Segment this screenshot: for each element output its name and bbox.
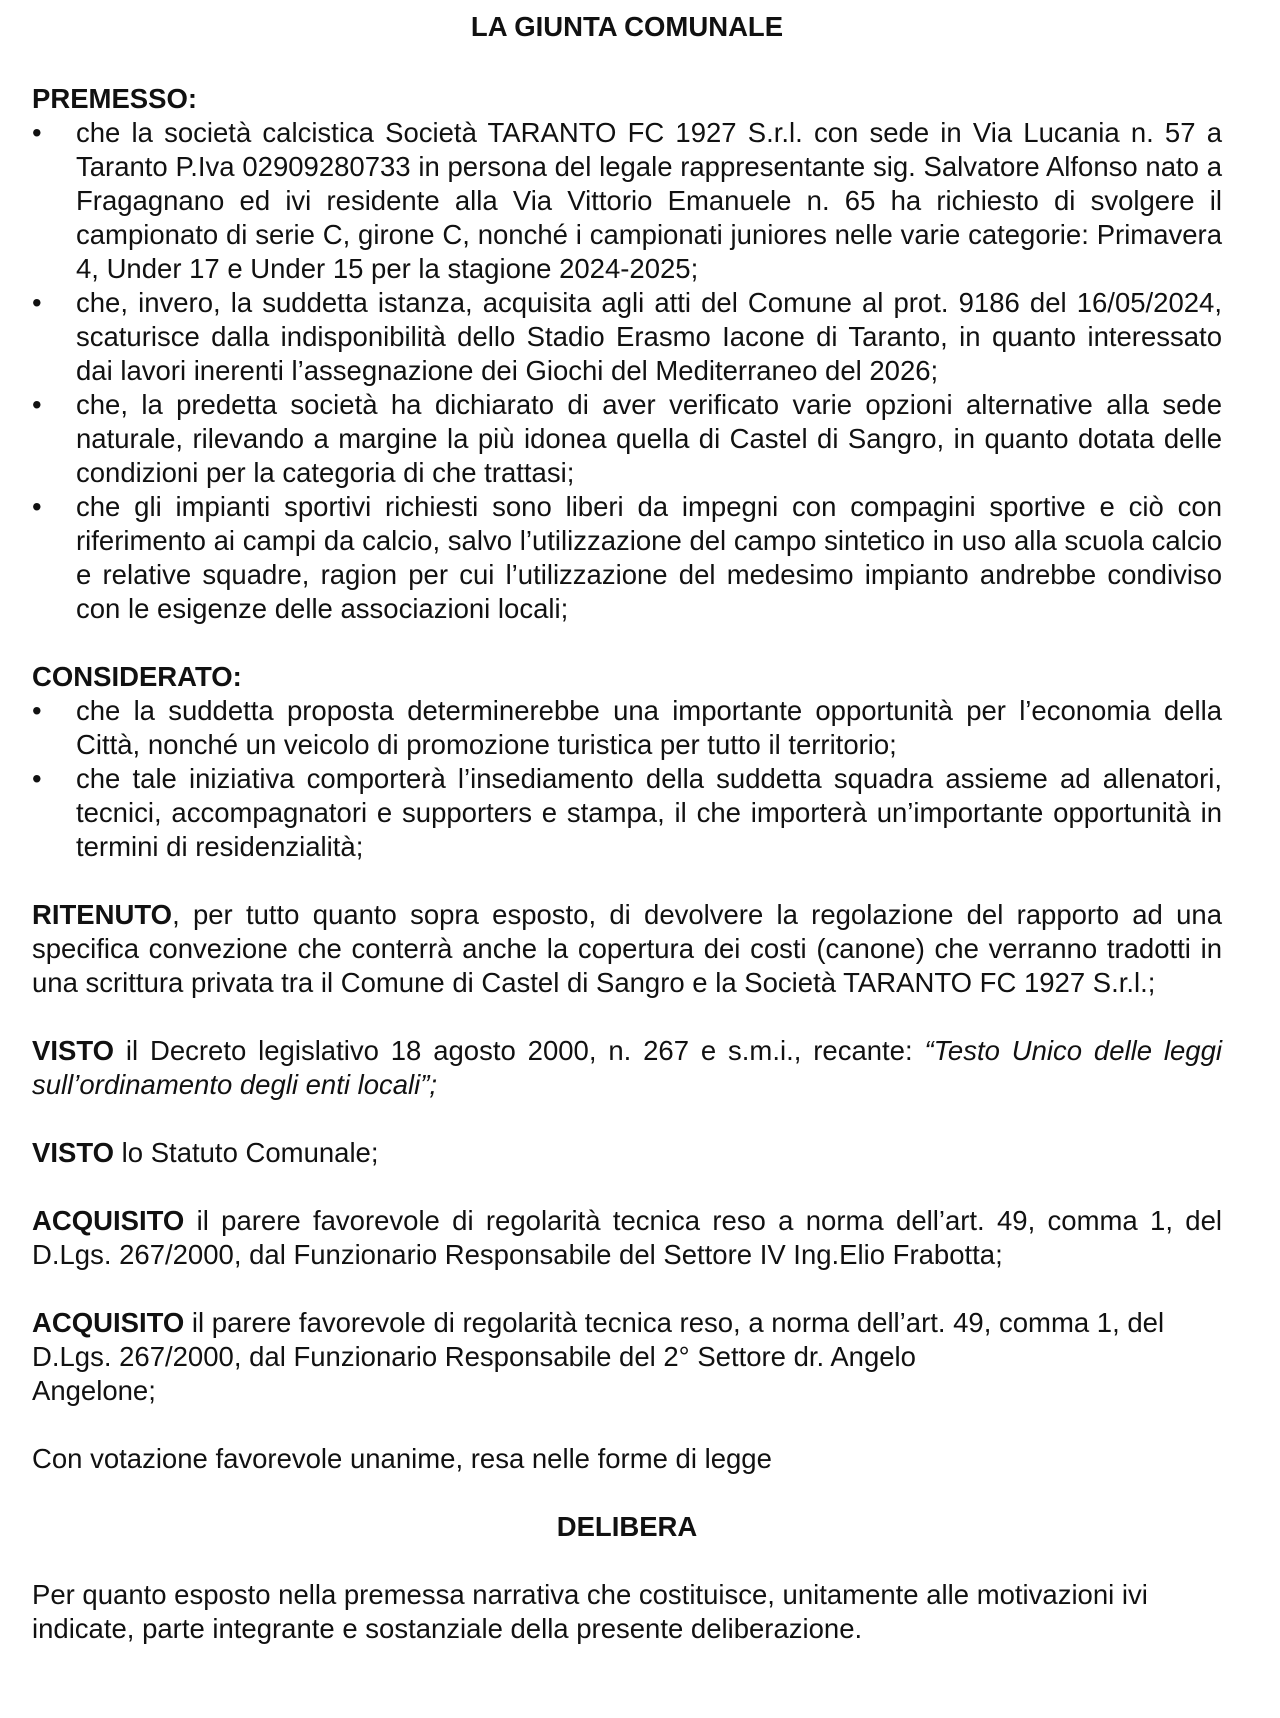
visto-statuto-text: lo Statuto Comunale; [114, 1137, 379, 1168]
votazione-text: Con votazione favorevole unanime, resa nelle forme di legge [32, 1443, 772, 1474]
premesso-item: • che, la predetta società ha dichiarato di aver verificato varie opzioni alternative alla sede naturale, rilevando a margine la più idonea quella di Castel di Sangro, in quanto dotata delle condizioni per la categoria di che trattasi; [32, 388, 1222, 490]
considerato-list [32, 694, 1222, 864]
visto-decreto-paragraph [32, 1034, 1222, 1102]
visto-decreto-text: il Decreto legislativo 18 agosto 2000, n. 267 e s.m.i., recante: [114, 1035, 925, 1066]
acquisito-keyword: ACQUISITO [32, 1205, 185, 1236]
ritenuto-paragraph [32, 898, 1222, 1000]
visto-keyword: VISTO [32, 1137, 115, 1168]
premesso-item: • che, invero, la suddetta istanza, acquisita agli atti del Comune al prot. 9186 del 16/05/2024, scaturisce dalla indisponibilità dello Stadio Erasmo Iacone di Taranto, in quanto interessato dai lavori inerenti l’assegnazione dei Giochi del Mediterraneo del 2026; [32, 286, 1222, 388]
acquisito-text: il parere favorevole di regolarità tecnica reso a norma dell’art. 49, comma 1, del D.Lgs. 267/2000, dal Funzionario Responsabile del Settore IV Ing.Elio Frabotta; [32, 1205, 1222, 1270]
acquisito-keyword: ACQUISITO [32, 1307, 185, 1338]
delibera-text: Per quanto esposto nella premessa narrativa che costituisce, unitamente alle motivazioni ivi indicate, parte integrante e sostanziale della presente deliberazione. [32, 1579, 1148, 1644]
document-title: LA GIUNTA COMUNALE [470, 11, 784, 42]
acquisito-paragraph [32, 1306, 1222, 1408]
premesso-list [32, 116, 1222, 626]
considerato-item: • che la suddetta proposta determinerebbe una importante opportunità per l’economia della Città, nonché un veicolo di promozione turistica per tutto il territorio; [32, 694, 1222, 762]
ritenuto-text: , per tutto quanto sopra esposto, di devolvere la regolazione del rapporto ad una specifica convezione che conterrà anche la copertura dei costi (canone) che verranno tradotti in una scrittura privata tra il Comune di Castel di Sangro e la Società TARANTO FC 1927 S.r.l.; [32, 899, 1222, 998]
delibera-heading: DELIBERA [556, 1511, 698, 1542]
acquisito-paragraph [32, 1204, 1222, 1272]
acquisito-text-continued: Angelone; [32, 1375, 156, 1406]
considerato-heading: CONSIDERATO: [32, 661, 242, 692]
premesso-item: • che gli impianti sportivi richiesti sono liberi da impegni con compagini sportive e ciò con riferimento ai campi da calcio, salvo l’utilizzazione del campo sintetico in uso alla scuola calcio e relative squadre, ragion per cui l’utilizzazione del medesimo impianto andrebbe condiviso con le esigenze delle associazioni locali; [32, 490, 1222, 626]
considerato-item: • che tale iniziativa comporterà l’insediamento della suddetta squadra assieme ad allenatori, tecnici, accompagnatori e supporters e stampa, il che importerà un’importante opportunità in termini di residenzialità; [32, 762, 1222, 864]
visto-keyword: VISTO [32, 1035, 115, 1066]
ritenuto-keyword: RITENUTO [32, 899, 173, 930]
acquisito-text: il parere favorevole di regolarità tecnica reso, a norma dell’art. 49, comma 1, del D.Lgs. 267/2000, dal Funzionario Responsabile del 2° Settore dr. Angelo [32, 1307, 1165, 1372]
document-page [32, 10, 1222, 1646]
premesso-heading: PREMESSO: [32, 83, 198, 114]
visto-statuto-paragraph [32, 1136, 1222, 1170]
premesso-item: • che la società calcistica Società TARANTO FC 1927 S.r.l. con sede in Via Lucania n. 57 a Taranto P.Iva 02909280733 in persona del legale rappresentante sig. Salvatore Alfonso nato a Fragagnano ed ivi residente alla Via Vittorio Emanuele n. 65 ha richiesto di svolgere il campionato di serie C, girone C, nonché i campionati juniores nelle varie categorie: Primavera 4, Under 17 e Under 15 per la stagione 2024-2025; [32, 116, 1222, 286]
visto-decreto-quote: “Testo Unico delle leggi sull’ordinamento degli enti locali”; [32, 1035, 1223, 1100]
